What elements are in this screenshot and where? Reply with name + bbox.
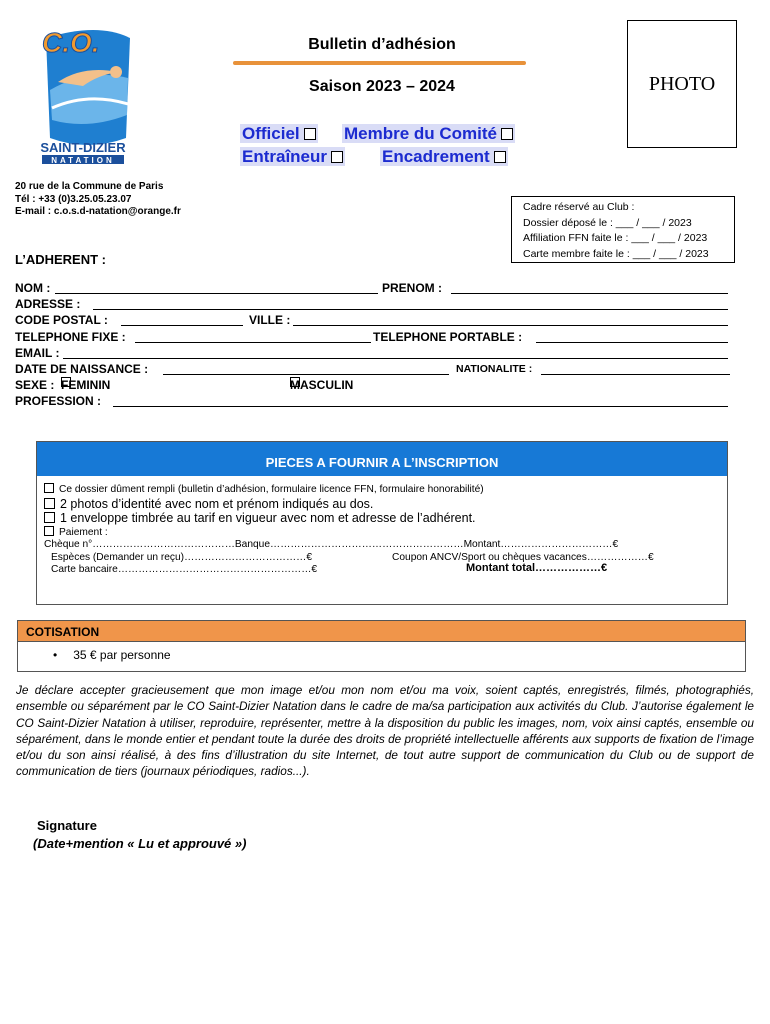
season-title: Saison 2023 – 2024	[309, 78, 455, 95]
logo-text-name: SAINT-DIZIER	[40, 140, 126, 155]
checkbox-dossier[interactable]	[44, 483, 54, 493]
pieces-section	[36, 441, 728, 605]
field-telephone-portable[interactable]	[536, 342, 728, 343]
label-profession: PROFESSION :	[15, 394, 102, 409]
cotisation-heading: COTISATION	[18, 621, 745, 642]
piece-item-paiement	[44, 526, 727, 540]
signature-mention: (Date+mention « Lu et approuvé »)	[33, 836, 247, 851]
cotisation-item	[18, 642, 745, 668]
field-date-naissance[interactable]	[163, 374, 449, 375]
cotisation-item-text: 35 € par personne	[73, 648, 171, 662]
label-sexe: SEXE :	[15, 378, 55, 393]
role-officiel[interactable]	[240, 123, 318, 144]
club-contact	[15, 181, 181, 219]
label-nationalite: NATIONALITE :	[456, 362, 533, 375]
checkbox-entraineur[interactable]	[331, 151, 343, 163]
image-rights-declaration: Je déclare accepter gracieusement que mon image et/ou mon nom et/ou ma voix, soient captés, enregistrés, filmés, photographiés, ensemble ou séparément par le CO Saint-Dizier Natation dans le cadre de ma/sa participation aux activités du Club. J’autorise également le CO Saint-Dizier Natation à utiliser, reproduire, représenter, mettre à la disposition du public les images, nom, voix ainsi captés, ensemble ou séparément, dans le monde entier et pendant toute la durée des droits de propriété intellectuelle afférents aux supports de fixation de l’image et/ou du son ainsi réalisé, à des fins d’illustration du site Internet, de tout autre support de communication du Club ou de support de communication de tiers (journaux périodiques, radios...).	[16, 683, 754, 779]
logo-text-co: C.O.	[42, 27, 100, 58]
checkbox-paiement[interactable]	[44, 526, 54, 536]
label-prenom: PRENOM :	[382, 281, 442, 295]
club-logo	[28, 20, 138, 170]
club-phone: Tél : +33 (0)3.25.05.23.07	[15, 193, 132, 205]
role-membre-label: Membre du Comité	[344, 124, 498, 143]
club-box-line-affiliation: Affiliation FFN faite le : ___ / ___ / 2023	[523, 232, 708, 244]
field-ville[interactable]	[293, 325, 728, 326]
label-ville: VILLE :	[249, 313, 291, 328]
field-telephone-fixe[interactable]	[135, 342, 371, 343]
role-entraineur-label: Entraîneur	[242, 147, 328, 166]
label-date-naissance: DATE DE NAISSANCE :	[15, 361, 149, 376]
field-prenom[interactable]	[451, 293, 728, 294]
field-profession[interactable]	[113, 406, 728, 407]
piece-item-enveloppe	[44, 511, 727, 526]
label-adresse: ADRESSE :	[15, 297, 81, 312]
payment-total: Montant total………………€	[466, 562, 608, 574]
label-telephone-portable: TELEPHONE PORTABLE :	[373, 329, 523, 344]
club-email: E-mail : c.o.s.d-natation@orange.fr	[15, 206, 181, 217]
field-code-postal[interactable]	[121, 325, 243, 326]
club-address: 20 rue de la Commune de Paris	[15, 181, 164, 192]
checkbox-membre[interactable]	[501, 128, 513, 140]
signature-label: Signature	[37, 818, 97, 833]
payment-coupon: Coupon ANCV/Sport ou chèques vacances………………€	[392, 551, 654, 563]
club-box-line-depot: Dossier déposé le : ___ / ___ / 2023	[523, 216, 692, 229]
role-encadrement-label: Encadrement	[382, 147, 490, 166]
title-underline	[233, 61, 526, 65]
piece-item-dossier	[44, 483, 727, 497]
label-code-postal: CODE POSTAL :	[15, 313, 108, 328]
role-entraineur[interactable]	[240, 146, 345, 167]
pieces-heading: PIECES A FOURNIR A L’INSCRIPTION	[37, 442, 727, 476]
piece-item-dossier-text: Ce dossier dûment rempli (bulletin d’adhésion, formulaire licence FFN, formulaire honorabilité)	[59, 484, 484, 495]
piece-item-paiement-text: Paiement :	[59, 526, 108, 538]
role-membre[interactable]	[342, 123, 515, 144]
cotisation-bullet: •	[53, 648, 58, 662]
label-telephone-fixe: TELEPHONE FIXE :	[15, 329, 126, 344]
field-email[interactable]	[63, 358, 728, 359]
field-nationalite[interactable]	[541, 374, 730, 375]
adherent-form	[15, 280, 730, 410]
checkbox-encadrement[interactable]	[494, 151, 506, 163]
logo-text-sub: NATATION	[51, 156, 115, 165]
label-masculin: MASCULIN	[290, 378, 354, 393]
label-feminin: FEMININ	[61, 378, 111, 393]
piece-item-photos-text: 2 photos d’identité avec nom et prénom indiqués au dos.	[60, 496, 374, 511]
form-title: Bulletin d’adhésion	[308, 36, 456, 53]
payment-cheque: Chèque n°……………………………………Banque…………………………………………………Montant……………………………€	[44, 539, 619, 550]
cotisation-section	[17, 620, 746, 672]
checkbox-officiel[interactable]	[304, 128, 316, 140]
role-encadrement[interactable]	[380, 146, 508, 167]
checkbox-photos[interactable]	[44, 498, 55, 509]
payment-carte: Carte bancaire…………………………………………………€	[51, 564, 318, 575]
adherent-heading: L’ADHERENT :	[15, 252, 106, 267]
label-nom: NOM :	[15, 281, 51, 295]
club-box-line-carte: Carte membre faite le : ___ / ___ / 2023	[523, 247, 709, 260]
photo-box	[627, 20, 737, 148]
label-email: EMAIL :	[15, 345, 60, 360]
club-box-title: Cadre réservé au Club :	[523, 201, 635, 213]
photo-label: PHOTO	[648, 72, 716, 95]
club-reserved-box	[511, 196, 735, 263]
payment-especes: Espèces (Demander un reçu)………………………………€	[51, 551, 312, 563]
checkbox-enveloppe[interactable]	[44, 512, 55, 523]
field-nom[interactable]	[55, 293, 378, 294]
piece-item-enveloppe-text: 1 enveloppe timbrée au tarif en vigueur avec nom et adresse de l’adhérent.	[60, 511, 476, 525]
role-officiel-label: Officiel	[242, 124, 300, 143]
field-adresse[interactable]	[93, 309, 728, 310]
piece-item-photos	[44, 497, 727, 512]
